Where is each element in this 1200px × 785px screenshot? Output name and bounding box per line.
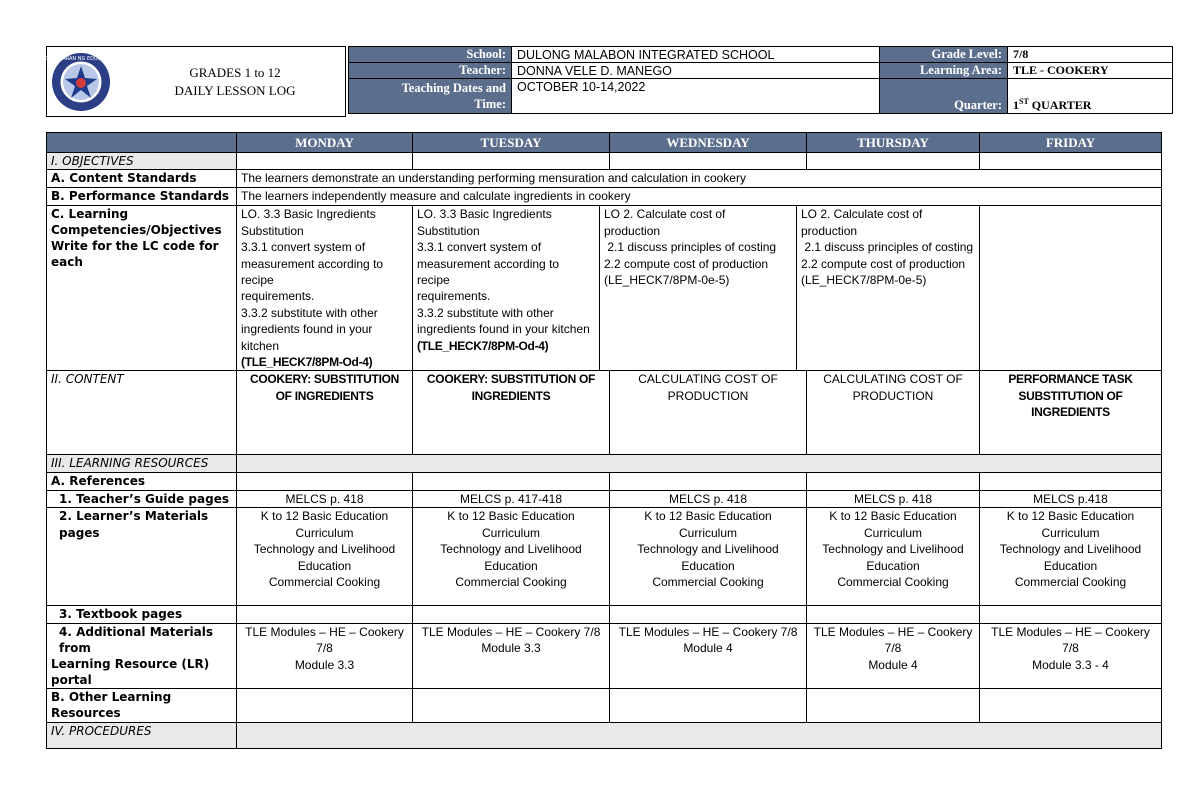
comp-tue-line: ingredients found in your kitchen — [417, 322, 590, 337]
lm-wed-line: Technology and Livelihood — [637, 542, 779, 557]
lm-fri-line: Technology and Livelihood — [999, 542, 1142, 557]
content-tue-line: COOKERY: SUBSTITUTION OF — [426, 372, 596, 387]
lm-thu — [807, 508, 980, 606]
textbook-wed — [610, 606, 807, 623]
comp-thu-code: (LE_HECK7/8PM-0e-5) — [801, 273, 927, 288]
quarter-value — [1008, 79, 1173, 114]
additional-materials-label — [47, 623, 237, 688]
content-fri-line: SUBSTITUTION OF — [1018, 388, 1123, 403]
lm-fri-line: Education — [1043, 558, 1098, 573]
comp-mon-line: LO. 3.3 Basic Ingredients — [241, 207, 376, 222]
lm-tue-line: Education — [484, 558, 538, 573]
comp-thu-line: 2.2 compute cost of production — [801, 256, 966, 271]
seal-text: KAGAWARAN NG EDUKASYON — [44, 56, 118, 62]
comp-thu-line: LO 2. Calculate cost of — [801, 207, 923, 222]
title-line-2: DAILY LESSON LOG — [174, 83, 296, 98]
lm-fri — [980, 508, 1162, 606]
comp-wed-line: production — [604, 223, 661, 238]
references-label: A. References — [47, 472, 237, 490]
additional-tue — [413, 623, 610, 688]
content-mon-line: OF INGREDIENTS — [275, 388, 374, 403]
comp-mon-line: 3.3.2 substitute with other — [241, 305, 378, 320]
competencies-thu — [797, 206, 980, 371]
other-fri — [980, 688, 1162, 722]
additional-fri-line: TLE Modules – HE – Cookery — [991, 624, 1150, 639]
references-fri — [980, 472, 1162, 490]
lm-mon-line: Technology and Livelihood — [253, 542, 396, 557]
day-friday: FRIDAY — [980, 133, 1162, 153]
additional-wed-line: Module 4 — [683, 641, 733, 656]
teaching-dates-label-line-2: Time: — [474, 97, 506, 111]
competencies-wed — [600, 206, 797, 371]
textbook-fri — [980, 606, 1162, 623]
objectives-tue — [413, 153, 610, 170]
comp-mon-code: (TLE_HECK7/8PM-Od-4) — [241, 355, 373, 370]
performance-standards-text: The learners independently measure and calculate ingredients in cookery — [237, 188, 1162, 206]
teacher-label: Teacher: — [349, 63, 512, 79]
header-title-box — [46, 46, 346, 117]
additional-tue-line: TLE Modules – HE – Cookery 7/8 — [421, 624, 601, 639]
content-label: II. CONTENT — [47, 371, 237, 455]
lm-mon-line: Commercial Cooking — [268, 574, 381, 589]
additional-materials-row — [47, 623, 1162, 688]
objectives-wed — [610, 153, 807, 170]
comp-tue-line: LO. 3.3 Basic Ingredients — [417, 207, 552, 222]
competencies-label — [47, 206, 237, 371]
lesson-log-table — [46, 132, 1162, 749]
comp-tue-line: 3.3.2 substitute with other — [417, 305, 554, 320]
comp-mon-line: Substitution — [241, 223, 304, 238]
objectives-mon — [237, 153, 413, 170]
days-header-blank — [47, 133, 237, 153]
school-value: DULONG MALABON INTEGRATED SCHOOL — [512, 47, 880, 63]
lm-thu-line: Education — [866, 558, 920, 573]
content-mon — [237, 371, 413, 455]
additional-thu-line: Module 4 — [868, 657, 918, 672]
content-standards-label: A. Content Standards — [47, 170, 237, 188]
lm-wed — [610, 508, 807, 606]
comp-wed-line: 2.2 compute cost of production — [604, 256, 769, 271]
comp-wed-line: LO 2. Calculate cost of — [604, 207, 726, 222]
comp-mon-line: requirements. — [241, 289, 315, 304]
additional-fri-line: Module 3.3 - 4 — [1032, 657, 1109, 672]
procedures-label: IV. PROCEDURES — [47, 722, 237, 748]
school-label: School: — [349, 47, 512, 63]
textbook-thu — [807, 606, 980, 623]
comp-mon-line: 3.3.1 convert system of — [241, 240, 366, 255]
quarter-superscript: ST — [1019, 97, 1029, 106]
competencies-mon — [237, 206, 413, 371]
content-wed-line: PRODUCTION — [667, 388, 749, 403]
grade-level-label: Grade Level: — [880, 47, 1008, 63]
deped-seal-icon — [44, 52, 118, 112]
tg-thu: MELCS p. 418 — [807, 490, 980, 507]
competencies-label-line-2: Competencies/Objectives — [51, 223, 222, 238]
lm-thu-line: Technology and Livelihood — [822, 542, 964, 557]
lm-mon-line: Curriculum — [295, 525, 354, 540]
learning-resources-blank — [237, 455, 1162, 472]
document-title — [125, 64, 345, 100]
comp-wed-line: 2.1 discuss principles of costing — [604, 240, 777, 255]
comp-thu-line: 2.1 discuss principles of costing — [801, 240, 974, 255]
day-monday: MONDAY — [237, 133, 413, 153]
comp-tue-line: Substitution — [417, 223, 480, 238]
teaching-dates-label — [349, 79, 512, 114]
additional-wed-line: TLE Modules – HE – Cookery 7/8 — [618, 624, 798, 639]
performance-standards-label: B. Performance Standards — [47, 188, 237, 206]
procedures-blank — [237, 722, 1162, 748]
comp-thu-line: production — [801, 223, 858, 238]
title-line-1: GRADES 1 to 12 — [189, 65, 281, 80]
lm-mon — [237, 508, 413, 606]
content-thu-line: PRODUCTION — [852, 388, 934, 403]
references-tue — [413, 472, 610, 490]
references-row — [47, 472, 1162, 490]
tg-mon: MELCS p. 418 — [237, 490, 413, 507]
additional-label-line-1: 4. Additional Materials from — [59, 624, 213, 655]
content-fri — [980, 371, 1162, 455]
additional-mon-line: TLE Modules – HE – Cookery — [245, 624, 404, 639]
additional-wed — [610, 623, 807, 688]
content-wed-line: CALCULATING COST OF — [638, 372, 778, 387]
lm-tue-line: Technology and Livelihood — [440, 542, 582, 557]
day-wednesday: WEDNESDAY — [610, 133, 807, 153]
comp-mon-line: measurement according to recipe — [241, 256, 384, 288]
lm-thu-line: Curriculum — [863, 525, 922, 540]
teachers-guide-label: 1. Teacher’s Guide pages — [47, 490, 237, 507]
textbook-mon — [237, 606, 413, 623]
learning-resources-row — [47, 455, 1162, 472]
competencies-fri — [980, 206, 1162, 371]
textbook-label: 3. Textbook pages — [47, 606, 237, 623]
other-thu — [807, 688, 980, 722]
other-wed — [610, 688, 807, 722]
teaching-dates-label-line-1: Teaching Dates and — [401, 81, 506, 95]
additional-mon — [237, 623, 413, 688]
day-tuesday: TUESDAY — [413, 133, 610, 153]
competencies-row — [47, 206, 1162, 371]
lm-fri-line: Commercial Cooking — [1014, 574, 1127, 589]
lm-wed-line: Commercial Cooking — [652, 574, 764, 589]
lm-fri-line: Curriculum — [1041, 525, 1100, 540]
quarter-label: Quarter: — [880, 79, 1008, 114]
content-standards-row — [47, 170, 1162, 188]
references-thu — [807, 472, 980, 490]
content-tue-line: INGREDIENTS — [471, 388, 551, 403]
teachers-guide-row — [47, 490, 1162, 507]
other-resources-label: B. Other Learning Resources — [47, 688, 237, 722]
lm-thu-line: Commercial Cooking — [837, 574, 949, 589]
days-header-row — [47, 133, 1162, 153]
content-mon-line: COOKERY: SUBSTITUTION — [249, 372, 400, 387]
other-tue — [413, 688, 610, 722]
header-info-table — [348, 46, 1173, 114]
comp-tue-code: (TLE_HECK7/8PM-Od-4) — [417, 338, 549, 353]
content-fri-line: PERFORMANCE TASK — [1008, 372, 1133, 387]
references-wed — [610, 472, 807, 490]
other-mon — [237, 688, 413, 722]
content-standards-text: The learners demonstrate an understanding performing mensuration and calculation in cookery — [237, 170, 1162, 188]
comp-mon-line: ingredients found in your kitchen — [241, 322, 373, 353]
learning-area-value: TLE - COOKERY — [1008, 63, 1173, 79]
competencies-label-line-1: C. Learning — [51, 207, 129, 222]
competencies-tue — [413, 206, 600, 371]
objectives-thu — [807, 153, 980, 170]
learners-materials-label: 2. Learner’s Materials pages — [47, 508, 237, 606]
comp-tue-line: 3.3.1 convert system of — [417, 240, 542, 255]
comp-tue-line: requirements. — [417, 289, 491, 304]
content-wed — [610, 371, 807, 455]
additional-thu — [807, 623, 980, 688]
content-thu-line: CALCULATING COST OF — [823, 372, 963, 387]
content-fri-line: INGREDIENTS — [1031, 405, 1110, 420]
textbook-tue — [413, 606, 610, 623]
teaching-dates-value: OCTOBER 10-14,2022 — [512, 79, 880, 114]
content-row — [47, 371, 1162, 455]
additional-fri-line: 7/8 — [1062, 641, 1079, 656]
lm-tue — [413, 508, 610, 606]
lm-fri-line: K to 12 Basic Education — [1006, 509, 1135, 524]
other-resources-row — [47, 688, 1162, 722]
additional-thu-line: TLE Modules – HE – Cookery — [813, 624, 973, 639]
learning-resources-label: III. LEARNING RESOURCES — [47, 455, 237, 472]
lm-tue-line: K to 12 Basic Education Curriculum — [447, 509, 575, 540]
objectives-fri — [980, 153, 1162, 170]
additional-mon-line: Module 3.3 — [294, 657, 355, 672]
tg-tue: MELCS p. 417-418 — [413, 490, 610, 507]
tg-fri: MELCS p.418 — [980, 490, 1162, 507]
content-thu — [807, 371, 980, 455]
day-thursday: THURSDAY — [807, 133, 980, 153]
references-mon — [237, 472, 413, 490]
lm-thu-line: K to 12 Basic Education — [829, 509, 957, 524]
additional-thu-line: 7/8 — [884, 641, 902, 656]
objectives-label: I. OBJECTIVES — [47, 153, 237, 170]
lm-wed-line: K to 12 Basic Education Curriculum — [644, 509, 772, 540]
textbook-row — [47, 606, 1162, 623]
teacher-value: DONNA VELE D. MANEGO — [512, 63, 880, 79]
lm-mon-line: K to 12 Basic Education — [260, 509, 389, 524]
lm-tue-line: Commercial Cooking — [455, 574, 567, 589]
additional-label-line-2: Learning Resource (LR) portal — [51, 656, 210, 687]
lm-mon-line: Education — [297, 558, 352, 573]
quarter-number: 1 — [1013, 98, 1019, 112]
additional-tue-line: Module 3.3 — [481, 641, 541, 656]
tg-wed: MELCS p. 418 — [610, 490, 807, 507]
lm-wed-line: Education — [681, 558, 735, 573]
additional-fri — [980, 623, 1162, 688]
content-tue — [413, 371, 610, 455]
comp-tue-line: measurement according to recipe — [417, 256, 560, 288]
grade-level-value: 7/8 — [1008, 47, 1173, 63]
additional-mon-line: 7/8 — [316, 641, 333, 656]
comp-wed-code: (LE_HECK7/8PM-0e-5) — [604, 273, 730, 288]
learning-area-label: Learning Area: — [880, 63, 1008, 79]
performance-standards-row — [47, 188, 1162, 206]
objectives-row — [47, 153, 1162, 170]
learners-materials-row — [47, 508, 1162, 606]
procedures-row — [47, 722, 1162, 748]
quarter-word: QUARTER — [1028, 98, 1092, 112]
competencies-label-line-3: Write for the LC code for each — [51, 239, 219, 270]
